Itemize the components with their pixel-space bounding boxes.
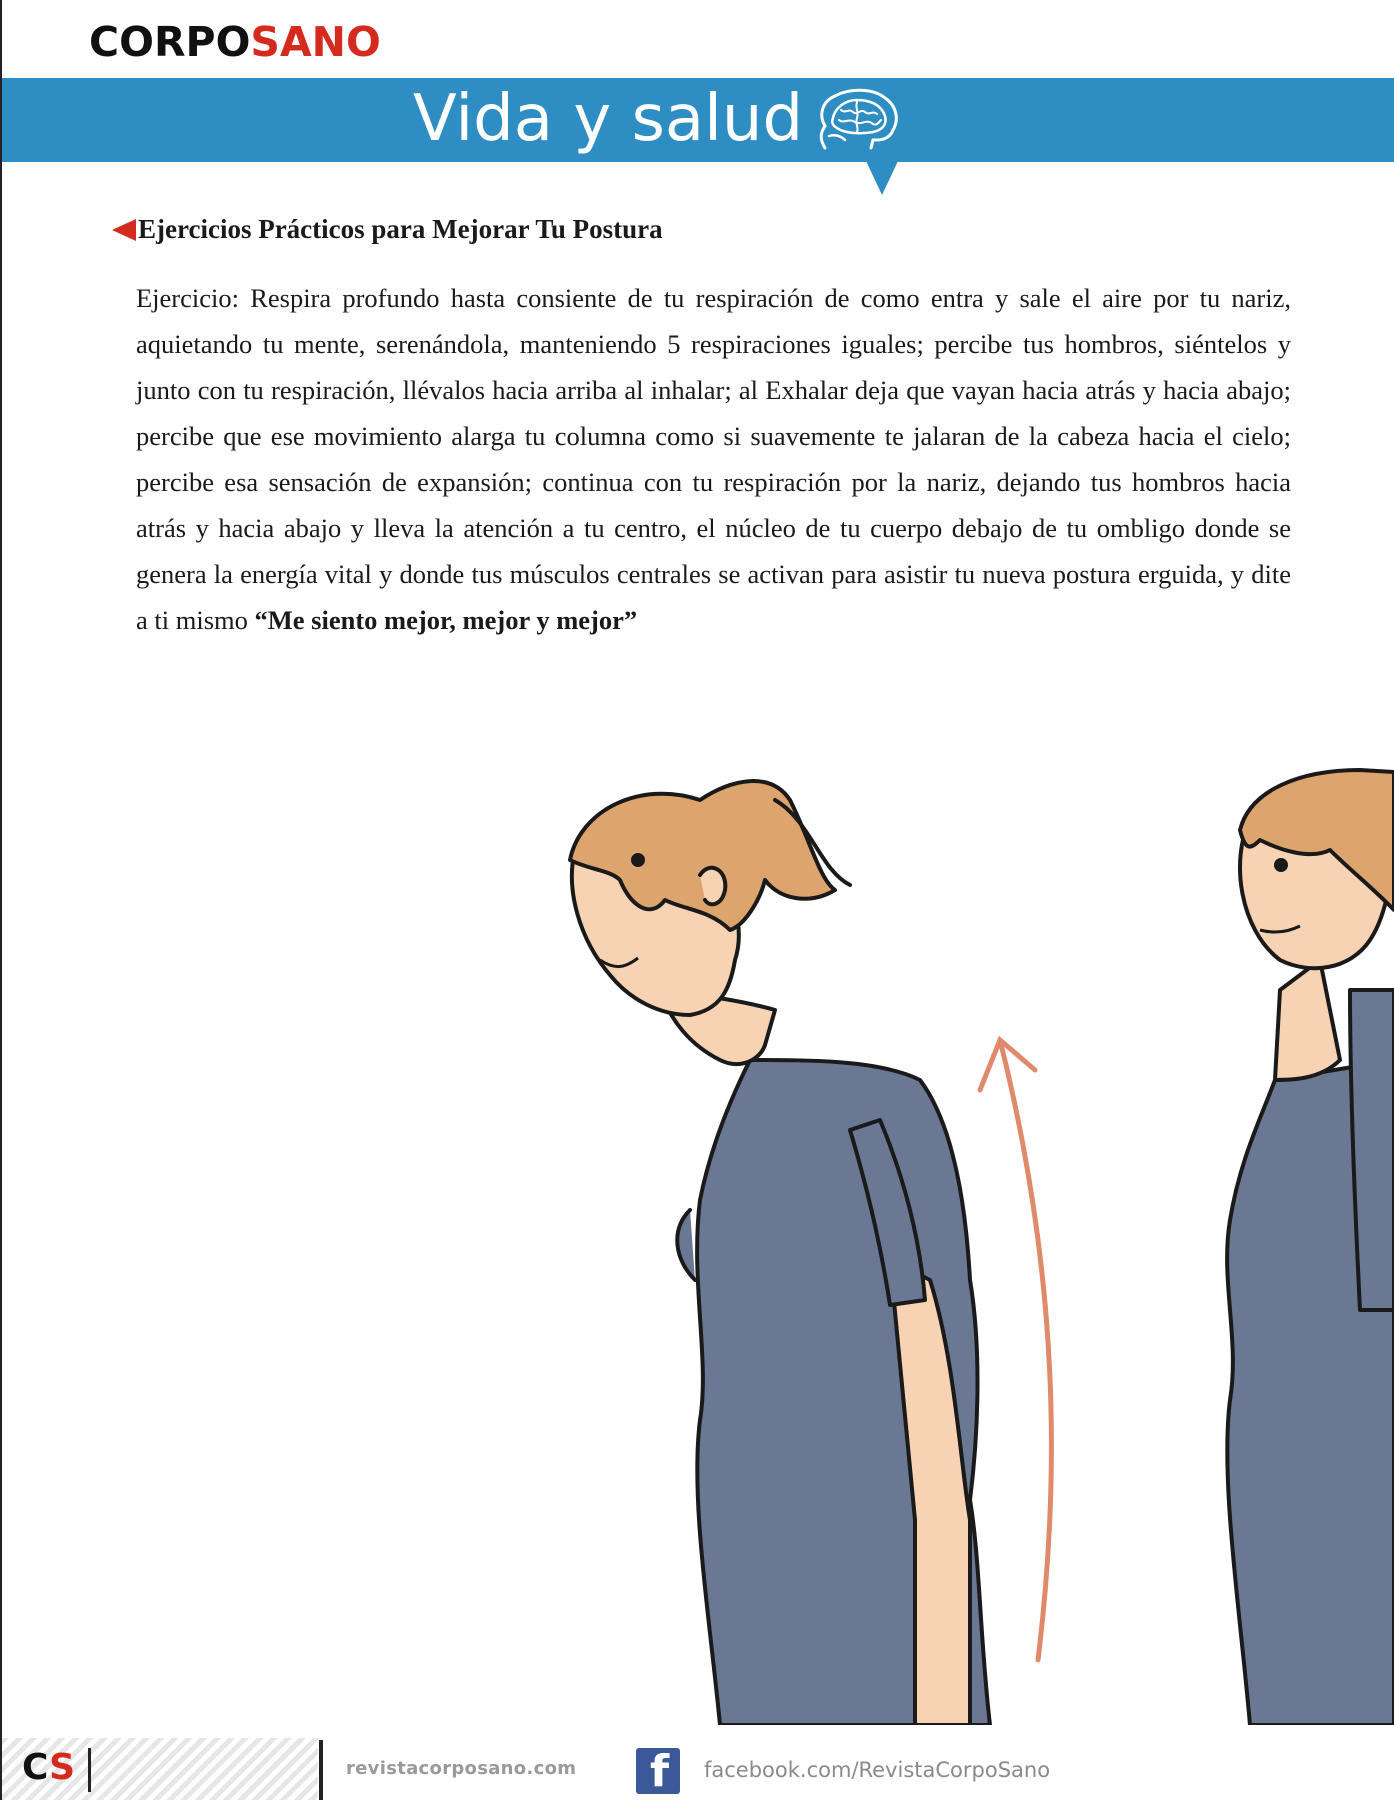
cs-logo-bar xyxy=(88,1748,91,1792)
section-title: Ejercicios Prácticos para Mejorar Tu Postura xyxy=(138,214,663,244)
facebook-link[interactable]: facebook.com/RevistaCorpoSano xyxy=(704,1758,1051,1782)
woman-slouching xyxy=(570,781,990,1725)
cs-logo-s: S xyxy=(49,1747,76,1788)
corposano-logo[interactable] xyxy=(89,18,381,66)
exercise-paragraph xyxy=(136,275,1291,643)
footer-divider xyxy=(319,1740,323,1800)
eye-right-figure xyxy=(1274,858,1288,872)
cs-logo[interactable] xyxy=(22,1747,76,1788)
brain-head-icon xyxy=(815,86,901,154)
banner-title: Vida y salud xyxy=(413,82,804,156)
exercise-affirmation: “Me siento mejor, mejor y mejor” xyxy=(254,605,638,635)
facebook-icon-letter: f xyxy=(650,1746,670,1797)
logo-text-corpo: CORPO xyxy=(89,18,251,66)
posture-arrow xyxy=(980,1040,1051,1660)
red-triangle-icon xyxy=(112,219,136,241)
banner-pointer xyxy=(866,161,898,195)
eye-left-figure xyxy=(631,853,645,867)
facebook-icon[interactable] xyxy=(636,1746,680,1797)
logo-text-sano: SANO xyxy=(250,18,381,66)
exercise-text: Ejercicio: Respira profundo hasta consiente de tu respiración de como entra y sale el aire por tu nariz, aquietando tu mente, serenándola, manteniendo 5 respiraciones iguales; percibe tus hombros, siéntelos y junto con tu respiración, llévalos hacia arriba al inhalar; al Exhalar deja que vayan hacia atrás y hacia abajo; percibe que ese movimiento alarga tu columna como si suavemente te jalaran de la cabeza hacia el cielo; percibe esa sensación de expansión; continua con tu respiración por la nariz, dejando tus hombros hacia atrás y hacia abajo y lleva la atención a tu centro, el núcleo de tu cuerpo debajo de tu ombligo donde se genera la energía vital y donde tus músculos centrales se activan para asistir tu nueva postura erguida, y dite a ti mismo xyxy=(136,283,1291,635)
cs-logo-c: C xyxy=(22,1747,50,1788)
page-footer xyxy=(0,1738,1394,1800)
section-heading xyxy=(112,214,663,245)
woman-upright xyxy=(1227,770,1394,1725)
page-left-border xyxy=(0,0,2,1800)
posture-correction-illustration xyxy=(560,760,1394,1725)
website-link[interactable]: revistacorposano.com xyxy=(346,1758,577,1779)
